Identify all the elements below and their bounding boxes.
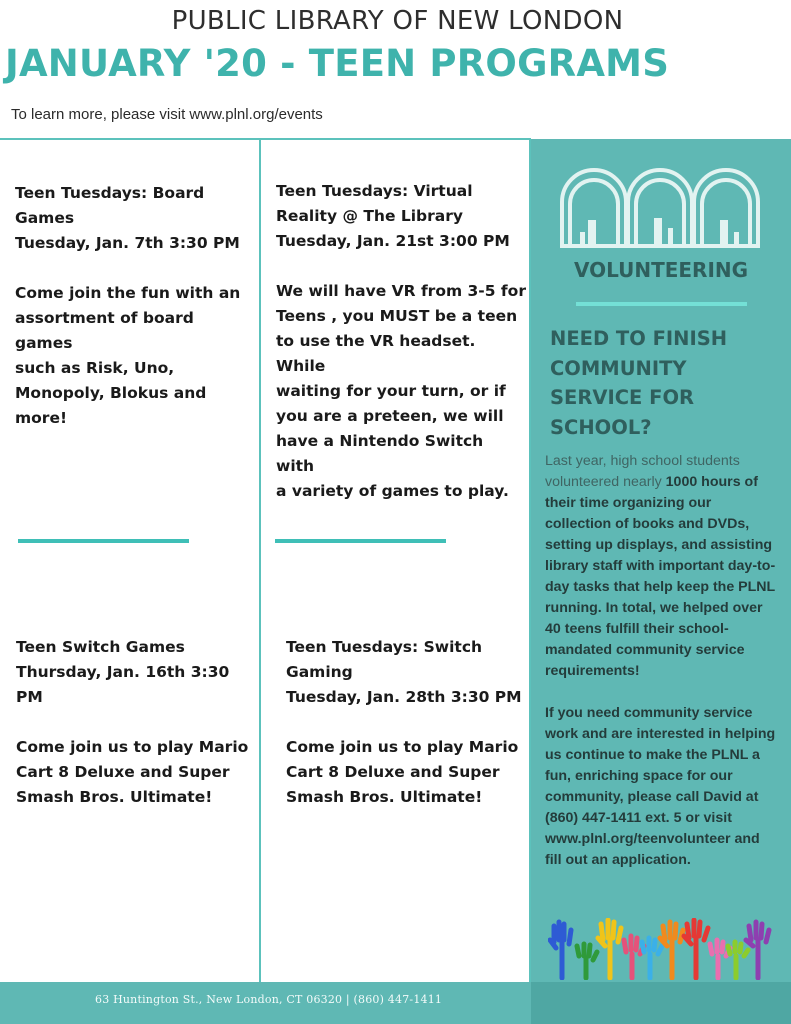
event-desc-line: Teens , you MUST be a teen <box>276 307 518 325</box>
raised-hands-icon <box>548 918 772 980</box>
event-title-line: Teen Tuesdays: Virtual <box>276 182 473 200</box>
subheading-line: COMMUNITY <box>550 356 687 380</box>
event-desc-line: Smash Bros. Ultimate! <box>16 788 213 806</box>
event-date: Thursday, Jan. 16th 3:30 PM <box>16 663 230 706</box>
library-arches-logo-icon <box>558 162 762 248</box>
volunteering-paragraph-2: If you need community service work and are interested in helping us continue to make the PLNL a fun, enriching space for our community, please call David at (860) 447-1411 ext. 5 or visit www.plnl.org/teenvolunteer and fill out an application. <box>545 705 776 868</box>
event-divider <box>18 539 189 543</box>
event-title-line: Games <box>15 209 75 227</box>
event-desc-line: Monopoly, Blokus and <box>15 384 207 402</box>
top-rule <box>0 138 531 140</box>
event-desc-line: to use the VR headset. While <box>276 332 476 375</box>
event-title-line: Teen Switch Games <box>16 638 185 656</box>
event-desc-line: Come join the fun with an <box>15 284 241 302</box>
footer-address: 63 Huntington St., New London, CT 06320 | (860) 447-1411 <box>95 993 443 1006</box>
event-desc-line: such as Risk, Uno, <box>15 359 175 377</box>
event-desc-line: Smash Bros. Ultimate! <box>286 788 483 806</box>
event-board-games <box>15 181 255 431</box>
paragraph-lead: Last year, high school students volunteered nearly <box>545 453 740 490</box>
event-date: Tuesday, Jan. 21st 3:00 PM <box>276 232 510 250</box>
event-desc-line: more! <box>15 409 68 427</box>
event-title-line: Reality @ The Library <box>276 207 463 225</box>
learn-more-text: To learn more, please visit www.plnl.org/events <box>11 106 323 123</box>
event-virtual-reality <box>276 179 526 504</box>
event-date: Tuesday, Jan. 28th 3:30 PM <box>286 688 522 706</box>
event-desc-line: Come join us to play Mario <box>16 738 249 756</box>
volunteering-rule <box>576 302 747 306</box>
event-desc-line: We will have VR from 3-5 for <box>276 282 526 300</box>
subheading-line: SCHOOL? <box>550 415 652 439</box>
paragraph-rest: 1000 hours of their time organizing our collection of books and DVDs, setting up displays, and assisting library staff with important day-to-day tasks that help keep the PLNL running. In total, we helped over 40 teens fulfill their school-mandated community service requirements! <box>545 474 776 679</box>
subheading-line: SERVICE FOR <box>550 386 695 409</box>
footer <box>0 982 791 1024</box>
column-divider <box>259 139 261 982</box>
event-title-line: Teen Tuesdays: Board <box>15 184 205 202</box>
event-desc-line: Cart 8 Deluxe and Super <box>16 763 230 781</box>
event-title-line: Gaming <box>286 663 353 681</box>
volunteering-subheading <box>550 324 770 442</box>
library-name: PUBLIC LIBRARY OF NEW LONDON <box>171 6 624 36</box>
event-divider <box>275 539 446 543</box>
event-switch-games <box>16 635 256 810</box>
event-desc-line: Cart 8 Deluxe and Super <box>286 763 500 781</box>
event-desc-line: Come join us to play Mario <box>286 738 519 756</box>
event-desc-line: a variety of games to play. <box>276 482 509 500</box>
event-desc-line: you are a preteen, we will <box>276 407 504 425</box>
volunteering-paragraph-1 <box>545 451 780 682</box>
event-date: Tuesday, Jan. 7th 3:30 PM <box>15 234 240 252</box>
volunteering-heading: VOLUNTEERING <box>573 258 749 282</box>
event-switch-gaming <box>286 635 526 810</box>
event-title-line: Teen Tuesdays: Switch <box>286 638 483 656</box>
event-desc-line: assortment of board games <box>15 309 194 352</box>
page-title: JANUARY '20 - TEEN PROGRAMS <box>5 42 670 85</box>
subheading-line: NEED TO FINISH <box>550 327 728 350</box>
event-desc-line: have a Nintendo Switch with <box>276 432 484 475</box>
footer-right-block <box>531 982 791 1024</box>
event-desc-line: waiting for your turn, or if <box>276 382 506 400</box>
volunteering-body <box>545 451 780 871</box>
